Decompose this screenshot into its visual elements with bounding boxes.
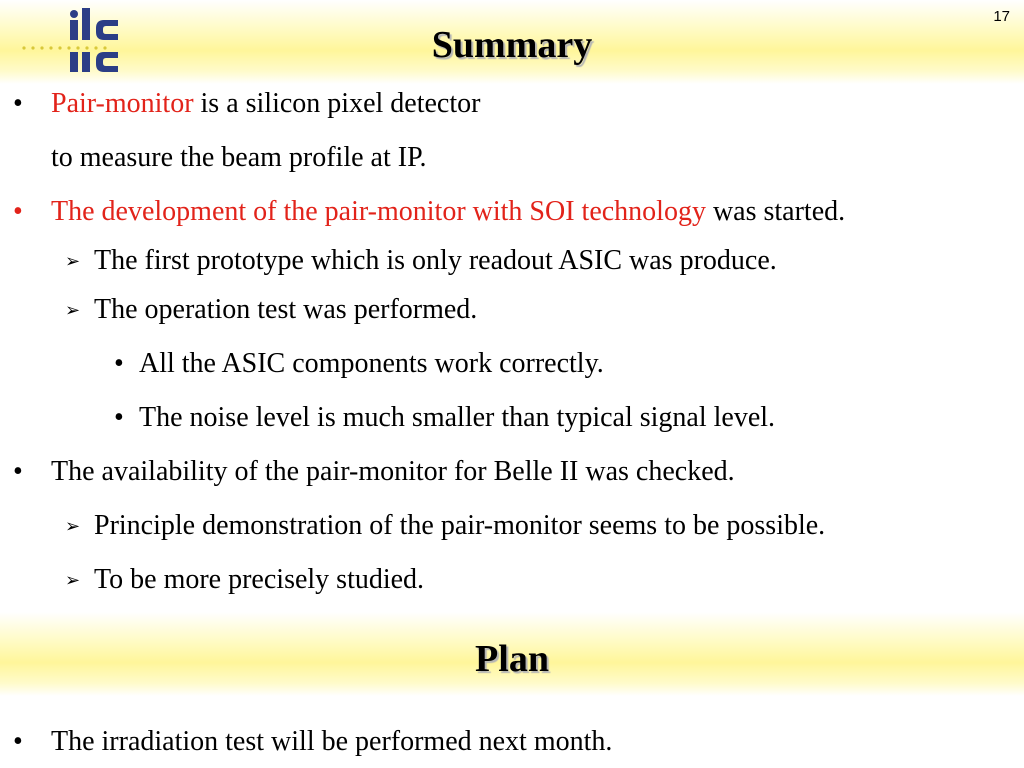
- bullet-marker: •: [114, 348, 124, 379]
- bullet-marker: •: [13, 88, 23, 119]
- list-item-text: The irradiation test will be performed next month.: [51, 726, 613, 757]
- sub-sub-list-item-text: All the ASIC components work correctly.: [139, 348, 604, 379]
- list-item-text: [51, 196, 845, 228]
- arrow-bullet-icon: ➢: [65, 300, 81, 320]
- summary-title: Summary: [431, 24, 593, 66]
- arrow-bullet-icon: ➢: [65, 251, 81, 271]
- list-item-text: The availability of the pair-monitor for Belle II was checked.: [51, 456, 735, 487]
- highlight-text: The development of the pair-monitor with SOI technology: [51, 196, 706, 227]
- highlight-text: Pair-monitor: [51, 88, 194, 119]
- list-item-continuation: to measure the beam profile at IP.: [51, 142, 427, 173]
- bullet-marker: •: [114, 402, 124, 433]
- sub-list-item-text: The first prototype which is only readout ASIC was produce.: [94, 245, 777, 276]
- bullet-marker: •: [13, 196, 23, 227]
- arrow-bullet-icon: ➢: [65, 516, 81, 536]
- page-number: 17: [993, 8, 1010, 25]
- sub-list-item-text: Principle demonstration of the pair-monitor seems to be possible.: [94, 510, 826, 541]
- body-text: is a silicon pixel detector: [193, 88, 481, 119]
- bullet-marker: •: [13, 726, 23, 757]
- sub-list-item-text: To be more precisely studied.: [94, 564, 425, 595]
- body-text: was started.: [705, 196, 846, 227]
- arrow-bullet-icon: ➢: [65, 570, 81, 590]
- list-item-text: [51, 88, 480, 120]
- bullet-marker: •: [13, 456, 23, 487]
- sub-list-item-text: The operation test was performed.: [94, 294, 478, 325]
- plan-title: Plan: [475, 638, 549, 680]
- sub-sub-list-item-text: The noise level is much smaller than typical signal level.: [139, 402, 776, 433]
